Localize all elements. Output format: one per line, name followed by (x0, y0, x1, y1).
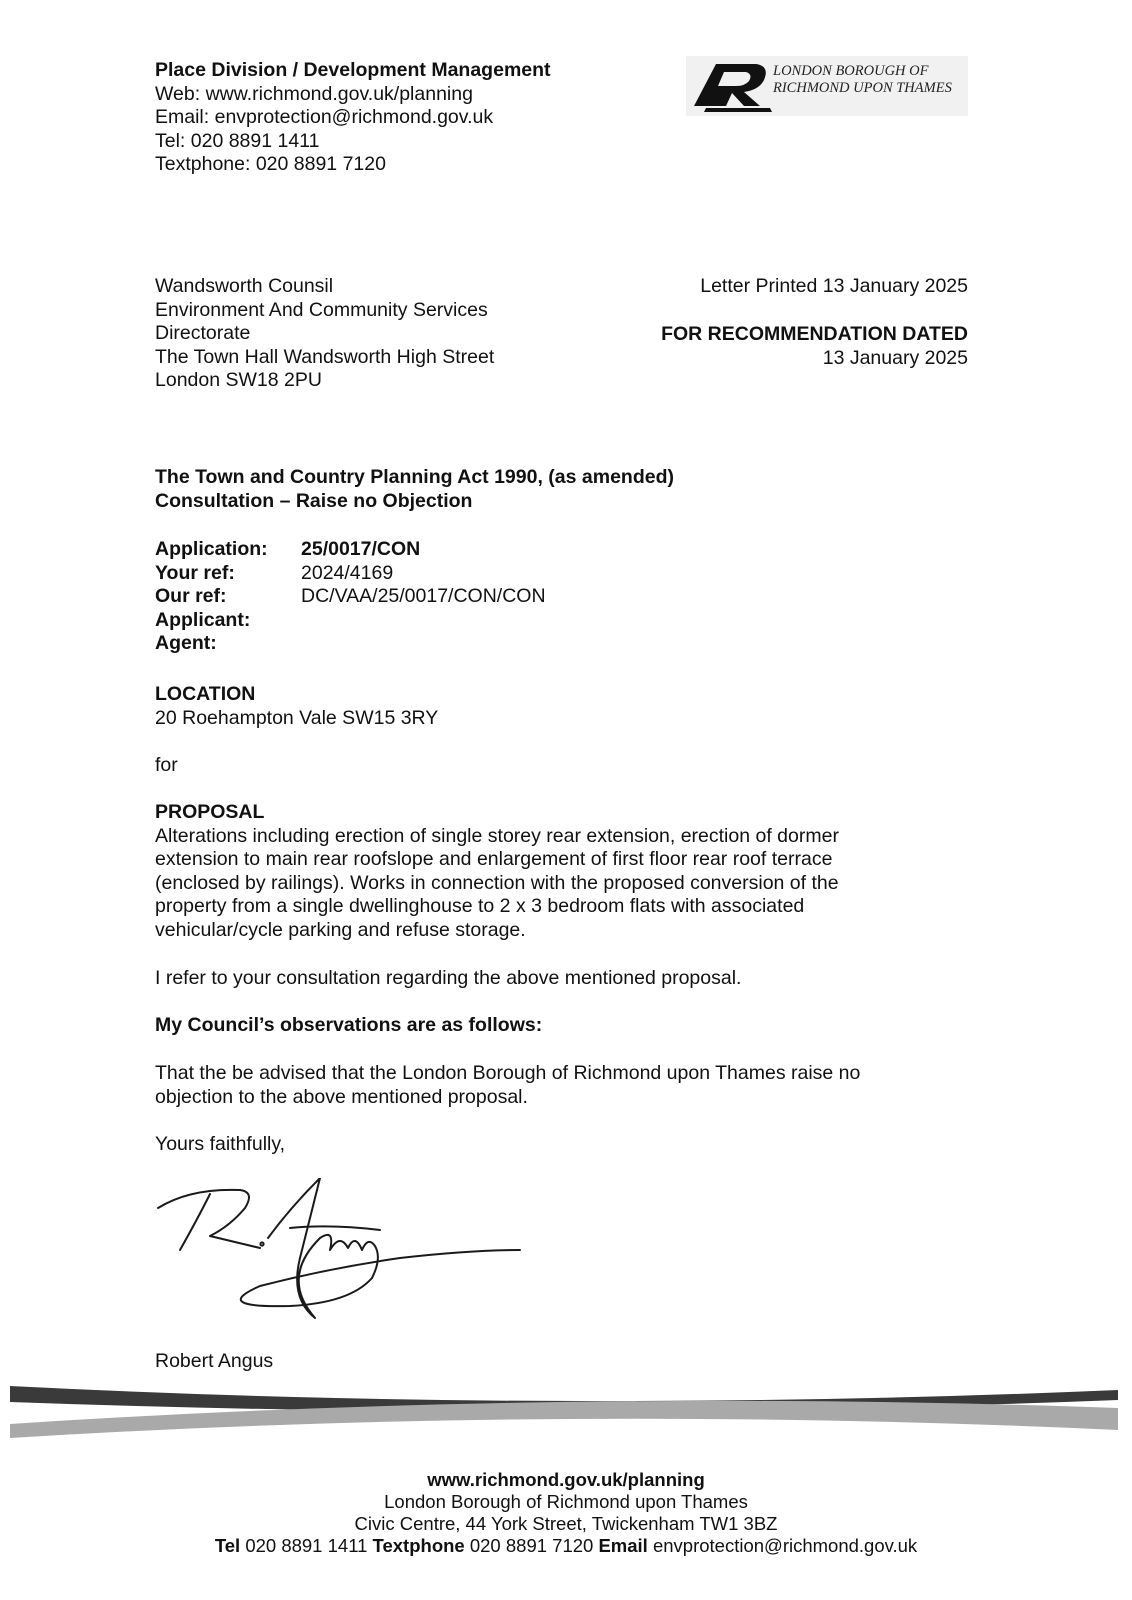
recipient-address (155, 275, 494, 393)
logo-line-2: RICHMOND UPON THAMES (773, 80, 952, 96)
footer-contact (0, 1535, 1132, 1557)
proposal-heading: PROPOSAL (155, 801, 265, 823)
proposal-text (155, 825, 915, 943)
proposal-line: vehicular/cycle parking and refuse storage. (155, 918, 526, 941)
signer-name: Robert Angus (155, 1350, 274, 1372)
recipient-line: Directorate (155, 322, 251, 344)
reference-label: Our ref: (155, 585, 227, 607)
letter-printed-date: Letter Printed 13 January 2025 (700, 275, 968, 297)
reference-value: 25/0017/CON (301, 538, 421, 560)
footer-tel-label: Tel (214, 1535, 241, 1556)
recipient-line: Environment And Community Services (155, 298, 488, 321)
proposal-line: (enclosed by railings). Works in connection with the proposed conversion of the (155, 871, 839, 894)
location-address: 20 Roehampton Vale SW15 3RY (155, 706, 439, 729)
reference-value: 2024/4169 (301, 561, 394, 584)
footer-org: London Borough of Richmond upon Thames (384, 1491, 748, 1512)
sender-web: Web: www.richmond.gov.uk/planning (155, 82, 473, 105)
consultation-text: I refer to your consultation regarding the above mentioned proposal. (155, 967, 742, 989)
proposal-block (155, 801, 915, 942)
location-heading: LOCATION (155, 683, 256, 705)
sender-block (155, 59, 551, 177)
footer-swoosh-decoration (0, 1378, 1132, 1458)
reference-label: Applicant: (155, 608, 251, 631)
logo-text (773, 63, 952, 97)
location-block (155, 683, 438, 730)
recipient-line: The Town Hall Wandsworth High Street (155, 345, 495, 368)
footer-web: www.richmond.gov.uk/planning (427, 1469, 705, 1490)
reference-row (155, 562, 546, 586)
closing-text: Yours faithfully, (155, 1133, 286, 1155)
reference-row (155, 585, 546, 609)
footer-textphone-label: Textphone (372, 1535, 465, 1556)
proposal-line: property from a single dwellinghouse to 2 x 3 bedroom flats with associated (155, 895, 805, 917)
recipient-line: Wandsworth Counsil (155, 275, 334, 297)
reference-value: DC/VAA/25/0017/CON/CON (301, 585, 546, 607)
footer (0, 1469, 1132, 1557)
act-subtitle: Consultation – Raise no Objection (155, 489, 473, 512)
reference-label: Agent: (155, 632, 217, 654)
sender-textphone: Textphone: 020 8891 7120 (155, 153, 386, 175)
for-text: for (155, 754, 178, 776)
sender-division: Place Division / Development Management (155, 59, 551, 81)
act-title-block (155, 466, 674, 513)
footer-email: envprotection@richmond.gov.uk (652, 1535, 918, 1556)
footer-address: Civic Centre, 44 York Street, Twickenham TW1 3BZ (354, 1513, 778, 1534)
reference-table (155, 538, 546, 656)
footer-email-label: Email (598, 1535, 648, 1556)
logo-line-1: LONDON BOROUGH OF (773, 63, 929, 79)
recommendation-label: FOR RECOMMENDATION DATED (661, 323, 968, 345)
signature-image (150, 1178, 530, 1328)
recipient-line: London SW18 2PU (155, 369, 322, 391)
footer-tel: 020 8891 1411 (245, 1535, 368, 1556)
observations-text (155, 1062, 945, 1109)
proposal-line: Alterations including erection of single storey rear extension, erection of dormer (155, 824, 839, 847)
reference-row (155, 609, 546, 633)
reference-label: Your ref: (155, 561, 235, 584)
reference-label: Application: (155, 538, 268, 560)
observations-heading: My Council’s observations are as follows: (155, 1014, 543, 1036)
recommendation-date: 13 January 2025 (822, 346, 968, 369)
sender-tel: Tel: 020 8891 1411 (155, 129, 320, 152)
reference-row (155, 538, 546, 562)
observations-line: objection to the above mentioned proposal. (155, 1085, 528, 1108)
footer-textphone: 020 8891 7120 (469, 1535, 594, 1556)
reference-row (155, 632, 546, 656)
observations-line: That the be advised that the London Borough of Richmond upon Thames raise no (155, 1062, 861, 1084)
recommendation-block (661, 323, 968, 370)
proposal-line: extension to main rear roofslope and enlargement of first floor rear roof terrace (155, 848, 833, 870)
sender-email: Email: envprotection@richmond.gov.uk (155, 106, 494, 128)
act-title: The Town and Country Planning Act 1990, (as amended) (155, 466, 674, 488)
